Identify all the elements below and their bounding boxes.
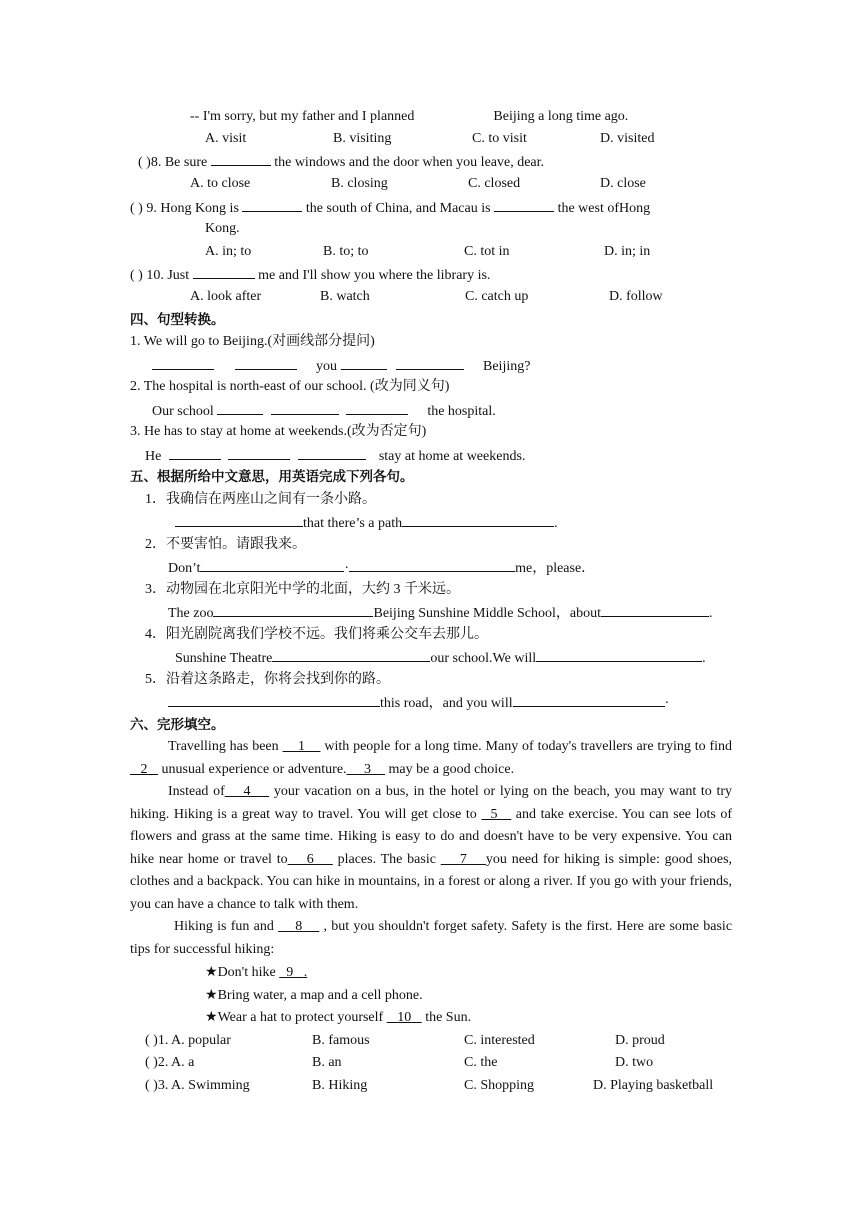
cloze-blank-3[interactable]: 3: [364, 761, 372, 777]
section4-item1-answer: you Beijing?: [152, 356, 530, 376]
choice-option[interactable]: 3. A. Swimming: [157, 1078, 250, 1093]
section6-title: 六、完形填空。: [130, 717, 225, 733]
s4-i2-blank-3[interactable]: [346, 401, 408, 415]
s4-i2-blank-2[interactable]: [271, 401, 339, 415]
s4-i1-blank-4[interactable]: [396, 356, 464, 370]
choice-row: [145, 1077, 250, 1095]
choice-option[interactable]: C. interested: [464, 1033, 535, 1048]
q8-blank[interactable]: [211, 152, 271, 166]
section4-item3: 3. He has to stay at home at weekends.(改为否定句): [130, 424, 427, 439]
cloze-paragraph-3: Hiking is fun and 8 , but you shouldn't forget safety. Safety is the first. Here are some basic tips for successful hiking:: [130, 919, 733, 957]
s5-item4-cn: 4．阳光剧院离我们学校不远。我们将乘公交车去那儿。: [145, 627, 488, 642]
s5-item5-cn: 5．沿着这条路走，你将会找到你的路。: [145, 672, 390, 687]
cloze-paragraph-2: Instead of 4 your vacation on a bus, in the hotel or lying on the beach, you may want to try hiking. Hiking is a great way to travel. You will get close to 5 and take exercise. You can see lots of flowers and grass at the same time. Hiking is easy to do and doesn't have to be very expensive. You can hike near home or travel to 6 places. The basic 7 you need for hiking is simple: good shoes, clothes and a backpack. You can hike in mountains, in a forest or along a river. If you go with your friends, you can have a chance to talk with them.: [130, 784, 733, 912]
q9-answer-paren[interactable]: ( ): [130, 201, 143, 216]
q8-option-b[interactable]: B. closing: [331, 176, 388, 191]
choice-option[interactable]: B. an: [312, 1055, 342, 1070]
cloze-blank-5[interactable]: 5: [490, 806, 498, 822]
star-icon: ★: [205, 1010, 218, 1025]
cloze-blank-4[interactable]: 4: [243, 784, 251, 799]
s4-i1-blank-2[interactable]: [235, 356, 297, 370]
q9-stem: ( ) 9. Hong Kong is the south of China, and Macau is the west ofHong: [130, 198, 650, 218]
s5-item3-answer: The zoo Beijing Sunshine Middle School，about .: [168, 603, 712, 623]
s5-i5-blank-2[interactable]: [513, 693, 665, 707]
choice-answer-paren[interactable]: ( ): [145, 1078, 158, 1093]
s4-i1-blank-3[interactable]: [341, 356, 387, 370]
s4-i3-blank-1[interactable]: [169, 446, 221, 460]
q9-option-c[interactable]: C. tot in: [464, 244, 510, 259]
s4-i3-blank-3[interactable]: [298, 446, 366, 460]
cloze-blank-2[interactable]: 2: [140, 761, 148, 777]
section4-item3-answer: He stay at home at weekends.: [145, 446, 525, 466]
choice-option[interactable]: D. proud: [615, 1033, 665, 1048]
s5-i1-blank-1[interactable]: [175, 513, 303, 527]
q10-answer-paren[interactable]: ( ): [130, 268, 143, 283]
s5-item1-cn: 1．我确信在两座山之间有一条小路。: [145, 492, 376, 507]
q7-option-c[interactable]: C. to visit: [472, 131, 527, 146]
s5-i5-blank-1[interactable]: [168, 693, 380, 707]
choice-option[interactable]: C. Shopping: [464, 1078, 535, 1093]
choice-option[interactable]: 2. A. a: [157, 1055, 195, 1070]
q10-stem: ( ) 10. Just me and I'll show you where the library is.: [130, 265, 490, 285]
q10-option-b[interactable]: B. watch: [320, 289, 370, 304]
q10-option-c[interactable]: C. catch up: [465, 289, 529, 304]
choice-option[interactable]: B. Hiking: [312, 1078, 368, 1093]
q7-option-d[interactable]: D. visited: [600, 131, 655, 146]
cloze-blank-7[interactable]: 7: [459, 851, 467, 867]
section5-title: 五、根据所给中文意思，用英语完成下列各句。: [130, 469, 414, 485]
s5-i3-blank-2[interactable]: [601, 603, 709, 617]
choice-option[interactable]: C. the: [464, 1055, 498, 1070]
q7-option-a[interactable]: A. visit: [205, 131, 247, 146]
section4-item2-answer: Our school the hospital.: [152, 401, 496, 421]
s5-i4-blank-2[interactable]: [536, 648, 702, 662]
tip-1: ★Don't hike 9 .: [205, 965, 308, 980]
cloze-blank-6[interactable]: 6: [306, 851, 314, 867]
section4-item2: 2. The hospital is north-east of our school. (改为同义句): [130, 379, 450, 394]
q7-option-b[interactable]: B. visiting: [333, 131, 392, 146]
q7-text-b: Beijing a long time ago.: [493, 109, 629, 124]
s5-item5-answer: this road，and you will ·: [168, 693, 669, 713]
q10-blank[interactable]: [193, 265, 255, 279]
s5-i4-blank-1[interactable]: [272, 648, 430, 662]
q7-sentence: [190, 108, 628, 126]
s5-item4-answer: Sunshine Theatre our school.We will .: [175, 648, 706, 668]
cloze-blank-10[interactable]: 10: [397, 1010, 412, 1025]
q9-blank-1[interactable]: [242, 198, 302, 212]
s5-item2-cn: 2．不要害怕。请跟我来。: [145, 537, 306, 552]
q8-stem: ( )8. Be sure the windows and the door when you leave, dear.: [138, 152, 544, 172]
cloze-blank-1[interactable]: 1: [297, 739, 305, 754]
q7-text-a: -- I'm sorry, but my father and I planned: [190, 109, 415, 124]
q9-option-b[interactable]: B. to; to: [323, 244, 369, 259]
q9-option-d[interactable]: D. in; in: [604, 244, 651, 259]
q10-option-d[interactable]: D. follow: [609, 289, 663, 304]
q8-option-c[interactable]: C. closed: [468, 176, 521, 191]
q8-option-a[interactable]: A. to close: [190, 176, 251, 191]
choice-option[interactable]: B. famous: [312, 1033, 370, 1048]
s4-i1-blank-1[interactable]: [152, 356, 214, 370]
choice-row: [145, 1054, 194, 1072]
choice-answer-paren[interactable]: ( ): [145, 1033, 158, 1048]
star-icon: ★: [205, 988, 218, 1003]
s4-i2-blank-1[interactable]: [217, 401, 263, 415]
s5-item2-answer: Don’t · me，please．: [168, 558, 595, 578]
choice-option[interactable]: D. Playing basketball: [593, 1078, 714, 1093]
s5-i1-blank-2[interactable]: [402, 513, 554, 527]
choice-option[interactable]: 1. A. popular: [157, 1033, 231, 1048]
q8-answer-paren[interactable]: ( ): [138, 155, 151, 170]
choice-option[interactable]: D. two: [615, 1055, 654, 1070]
tip-3: ★Wear a hat to protect yourself 10 the Sun.: [205, 1010, 472, 1025]
cloze-paragraph-1: Travelling has been 1 with people for a long time. Many of today's travellers are trying to find 2 unusual experience or adventure. 3 may be a good choice.: [130, 736, 732, 781]
cloze-blank-9[interactable]: 9 .: [286, 965, 308, 980]
tip-2: ★Bring water, a map and a cell phone.: [205, 988, 423, 1003]
s5-i3-blank-1[interactable]: [213, 603, 373, 617]
q9-blank-2[interactable]: [494, 198, 554, 212]
cloze-blank-8[interactable]: 8: [295, 919, 303, 934]
s5-i2-blank-2[interactable]: [349, 558, 515, 572]
choice-answer-paren[interactable]: ( ): [145, 1055, 158, 1070]
star-icon: ★: [205, 965, 218, 980]
choice-row: [145, 1032, 231, 1050]
q8-option-d[interactable]: D. close: [600, 176, 646, 191]
q9-option-a[interactable]: A. in; to: [205, 244, 252, 259]
section4-title: 四、句型转换。: [130, 312, 225, 328]
s5-item3-cn: 3．动物园在北京阳光中学的北面，大约 3 千米远。: [145, 582, 460, 597]
section4-item1: 1. We will go to Beijing.(对画线部分提问): [130, 334, 375, 349]
q9-stem-cont: Kong.: [205, 221, 240, 236]
s5-item1-answer: that there’s a path .: [175, 513, 558, 533]
q10-option-a[interactable]: A. look after: [190, 289, 262, 304]
s4-i3-blank-2[interactable]: [228, 446, 290, 460]
s5-i2-blank-1[interactable]: [200, 558, 344, 572]
